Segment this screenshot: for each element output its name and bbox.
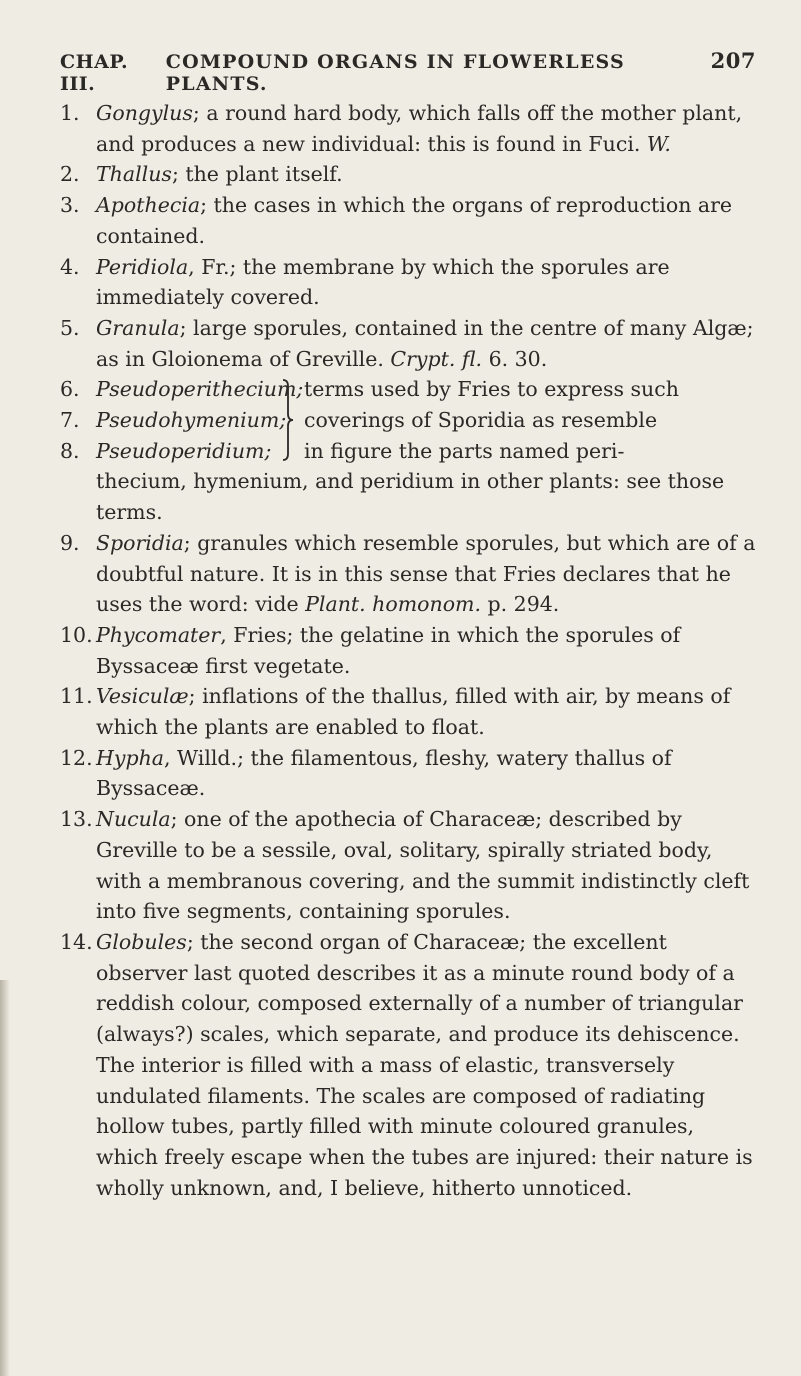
entry-definition-end: p. 294.	[481, 592, 560, 617]
list-item	[60, 620, 760, 681]
entry-term: Sporidia	[96, 530, 184, 555]
list-item	[60, 98, 760, 159]
entry-definition: ; a round hard body, which falls off the mother plant, and produces a new individual: this is found in Fuci.	[96, 101, 743, 156]
glossary-list	[60, 98, 760, 1203]
group-text-line: in figure the parts named peri-	[304, 438, 625, 463]
list-item-6	[60, 374, 304, 405]
entry-number: 6.	[60, 377, 80, 402]
list-item	[60, 681, 760, 742]
running-header	[60, 48, 756, 95]
entry-number: 11.	[60, 684, 93, 709]
entry-definition: ; granules which resemble sporules, but which are of a doubtful nature. It is in this sense that Fries declares that he uses the word: vide	[96, 530, 756, 617]
chapter-label: CHAP. III.	[60, 51, 129, 95]
entry-number: 3.	[60, 193, 80, 218]
grouped-entries-6-8	[60, 374, 760, 528]
entry-reference: Plant. homonom.	[305, 592, 481, 617]
entry-term: Apothecia	[96, 193, 201, 218]
entry-number: 7.	[60, 408, 80, 433]
group-continuation: thecium, hymenium, and peridium in other plants: see those terms.	[96, 469, 725, 525]
entry-term: Globules	[96, 929, 187, 954]
entry-term: Peridiola	[96, 254, 189, 279]
group-text-line: coverings of Sporidia as resemble	[304, 408, 658, 433]
entry-definition: ; large sporules, contained in the centre of many Algæ; as in Gloionema of Greville.	[96, 315, 754, 371]
entry-number: 10.	[60, 622, 93, 647]
list-item-7	[60, 405, 287, 436]
entry-number: 1.	[60, 101, 80, 125]
entry-number: 13.	[60, 807, 93, 832]
list-item-8	[60, 436, 280, 467]
entry-number: 5.	[60, 315, 80, 340]
entry-term: Phycomater	[96, 622, 221, 647]
header-title: COMPOUND ORGANS IN FLOWERLESS PLANTS.	[165, 51, 625, 95]
entry-number: 14.	[60, 929, 93, 954]
entry-term: Granula	[96, 315, 180, 340]
entry-term: Thallus	[96, 162, 172, 187]
list-item	[60, 804, 760, 927]
list-item	[60, 313, 760, 374]
entry-definition: , Willd.; the filamentous, fleshy, watery thallus of Byssaceæ.	[96, 745, 672, 801]
entry-definition: , Fr.; the membrane by which the sporules are immediately covered.	[96, 254, 670, 310]
entry-definition-end: 6. 30.	[482, 346, 548, 371]
entry-reference: Crypt. fl.	[390, 346, 483, 371]
entry-term: Gongylus	[96, 101, 193, 125]
entry-definition: ; the second organ of Characeæ; the excellent observer last quoted describes it as a minute round body of a reddish colour, composed externally of a number of triangular (always?) scales, which separate, and produce its dehiscence. The interior is filled with a mass of elastic, transversely undulated filaments. The scales are composed of radiating hollow tubes, partly filled with minute coloured granules, which freely escape when the tubes are injured: their nature is wholly unknown, and, I believe, hitherto unnoticed.	[96, 929, 753, 1200]
entry-number: 9.	[60, 530, 80, 555]
entry-number: 4.	[60, 254, 80, 279]
page-number: 207	[710, 48, 756, 73]
entry-term: Pseudoperidium;	[96, 438, 272, 463]
list-item	[60, 190, 760, 251]
list-item	[60, 528, 760, 620]
list-item	[60, 252, 760, 313]
group-text-line: terms used by Fries to express such	[304, 377, 679, 402]
entry-definition: ; inflations of the thallus, filled with air, by means of which the plants are enabled to float.	[96, 684, 731, 740]
entry-definition: ; the cases in which the organs of reproduction are contained.	[96, 193, 733, 248]
entry-term: Pseudoperithecium;	[96, 377, 304, 402]
entry-definition: ; one of the apothecia of Characeæ; described by Greville to be a sessile, oval, solitary, spirally striated body, with a membranous covering, and the summit indistinctly cleft into five segments, containing sporules.	[96, 807, 750, 924]
entry-reference: W.	[646, 131, 671, 156]
entry-definition: , Fries; the gelatine in which the sporules of Byssaceæ first vegetate.	[96, 622, 681, 678]
list-item	[60, 927, 760, 1203]
entry-number: 2.	[60, 162, 80, 187]
entry-term: Nucula	[96, 807, 171, 832]
entry-definition: ; the plant itself.	[171, 162, 343, 187]
entry-number: 12.	[60, 745, 93, 770]
entry-term: Hypha	[96, 745, 165, 770]
entry-number: 8.	[60, 438, 80, 463]
entry-term: Pseudohymenium;	[96, 408, 287, 433]
entry-term: Vesiculæ	[96, 684, 189, 709]
binding-shadow	[0, 980, 10, 1376]
list-item	[60, 159, 760, 190]
list-item	[60, 743, 760, 804]
